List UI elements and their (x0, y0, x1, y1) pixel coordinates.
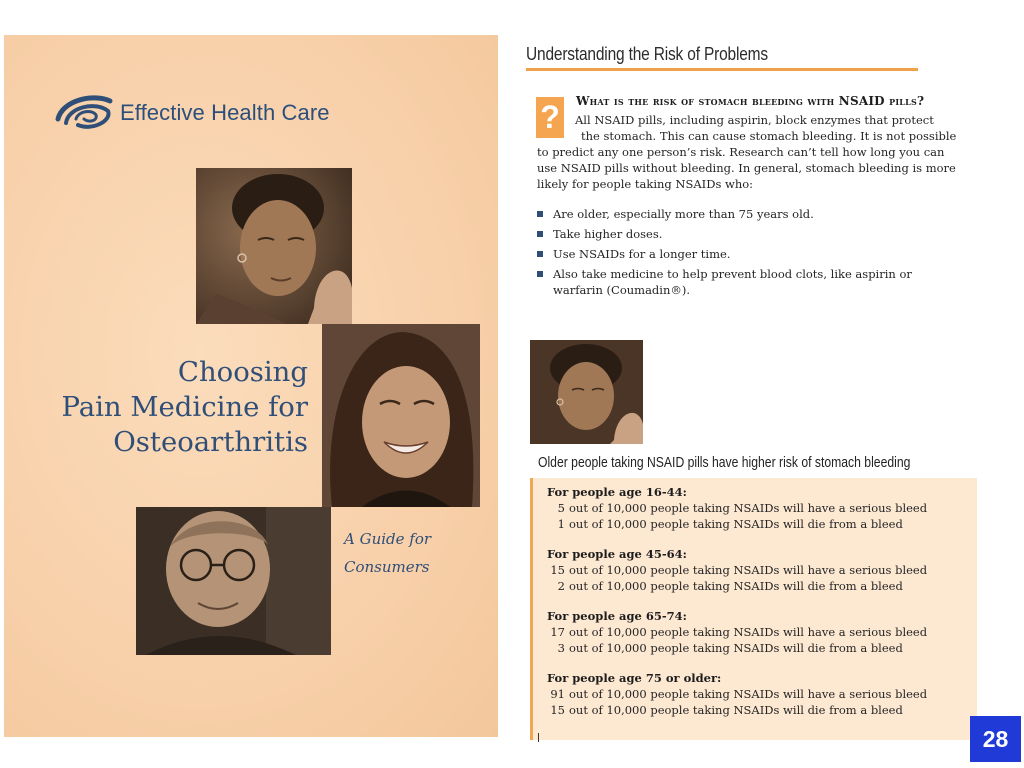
age-group-title: For people age 16-44: (547, 485, 687, 499)
list-item-text: warfarin (Coumadin®). (553, 283, 691, 297)
list-item (537, 246, 999, 262)
bullet-square-icon (537, 271, 543, 277)
cover-subtitle (344, 525, 431, 581)
bleeding-risk-stats (530, 478, 977, 740)
photo-older-woman (196, 168, 352, 324)
question-mark-icon: ? (536, 97, 564, 138)
photo-man-glasses (136, 507, 331, 655)
stat-line (547, 702, 977, 718)
list-item-text: Also take medicine to help prevent blood clots, like aspirin or (553, 267, 912, 281)
age-group (533, 478, 977, 532)
stat-line (547, 516, 977, 532)
stat-text: out of 10,000 people taking NSAIDs will die from a bleed (569, 579, 903, 593)
age-group (533, 670, 977, 718)
list-item (537, 226, 999, 242)
stat-line (547, 500, 977, 516)
cover-title-line: Choosing (177, 356, 308, 388)
cover-subtitle-line: A Guide for (344, 530, 432, 548)
stat-number: 15 (550, 703, 565, 717)
section-heading: Understanding the Risk of Problems (526, 44, 768, 64)
age-group-title: For people age 75 or older: (547, 671, 722, 685)
paragraph-line: to predict any one person’s risk. Research can’t tell how long you can (537, 145, 945, 159)
intro-paragraph (537, 112, 999, 192)
bullet-square-icon (537, 211, 543, 217)
risk-factor-list (537, 206, 999, 302)
stat-number: 15 (550, 563, 565, 577)
document-page (526, 40, 1000, 740)
question-heading: What is the risk of stomach bleeding with NSAID pills? (576, 94, 925, 108)
age-group-title: For people age 45-64: (547, 547, 687, 561)
stat-text: out of 10,000 people taking NSAIDs will die from a bleed (569, 517, 903, 531)
heading-underline (526, 68, 918, 71)
stat-number: 1 (557, 517, 565, 531)
stat-text: out of 10,000 people taking NSAIDs will have a serious bleed (569, 625, 928, 639)
stat-number: 3 (557, 641, 565, 655)
paragraph-line: use NSAID pills without bleeding. In general, stomach bleeding is more (537, 161, 956, 175)
paragraph-line: All NSAID pills, including aspirin, block enzymes that protect (575, 113, 934, 127)
list-item-text: Are older, especially more than 75 years old. (553, 207, 814, 221)
cover-subtitle-line: Consumers (344, 558, 430, 576)
paragraph-line: the stomach. This can cause stomach bleeding. It is not possible (581, 129, 957, 143)
bullet-square-icon (537, 251, 543, 257)
cover-title (61, 355, 308, 460)
photo-smiling-woman (322, 324, 480, 507)
brand-name: Effective Health Care (120, 100, 330, 125)
age-group (533, 546, 977, 594)
page-number-badge: 28 (970, 716, 1021, 762)
stat-number: 91 (550, 687, 565, 701)
swirl-logo-icon (52, 91, 118, 135)
list-item (537, 266, 999, 298)
list-item (537, 206, 999, 222)
stat-number: 17 (550, 625, 565, 639)
stats-caption: Older people taking NSAID pills have higher risk of stomach bleeding (538, 455, 911, 471)
stat-text: out of 10,000 people taking NSAIDs will die from a bleed (569, 641, 903, 655)
crop-mark (538, 733, 539, 742)
stat-line (547, 562, 977, 578)
brochure-cover (4, 35, 498, 737)
stat-line (547, 686, 977, 702)
stat-text: out of 10,000 people taking NSAIDs will have a serious bleed (569, 687, 928, 701)
age-group (533, 608, 977, 656)
cover-title-line: Pain Medicine for (61, 391, 308, 423)
brand (52, 91, 330, 135)
paragraph-line: likely for people taking NSAIDs who: (537, 177, 754, 191)
stat-number: 2 (557, 579, 565, 593)
stat-number: 5 (557, 501, 565, 515)
bullet-square-icon (537, 231, 543, 237)
stat-line (547, 578, 977, 594)
stat-line (547, 624, 977, 640)
stat-text: out of 10,000 people taking NSAIDs will have a serious bleed (569, 563, 928, 577)
list-item-text: Use NSAIDs for a longer time. (553, 247, 731, 261)
stat-text: out of 10,000 people taking NSAIDs will have a serious bleed (569, 501, 928, 515)
cover-title-line: Osteoarthritis (113, 426, 308, 458)
photo-older-woman-small (530, 340, 643, 444)
stat-line (547, 640, 977, 656)
stat-text: out of 10,000 people taking NSAIDs will die from a bleed (569, 703, 903, 717)
list-item-text: Take higher doses. (553, 227, 663, 241)
age-group-title: For people age 65-74: (547, 609, 687, 623)
